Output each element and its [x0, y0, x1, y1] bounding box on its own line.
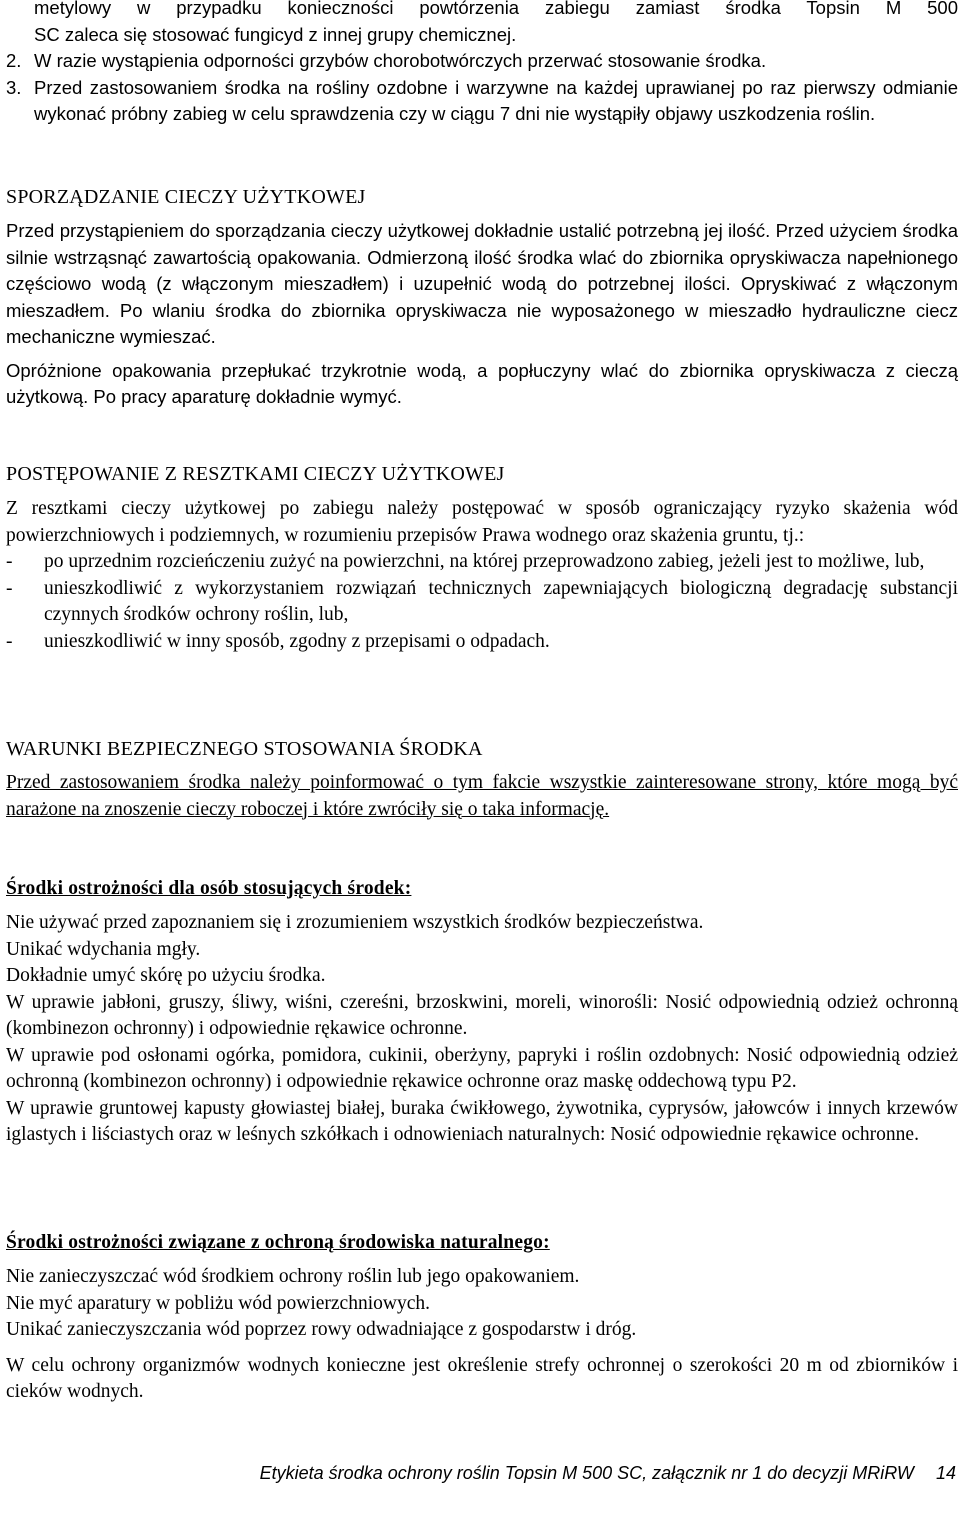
paragraph: Unikać wdychania mgły. — [6, 938, 201, 960]
section-heading: POSTĘPOWANIE Z RESZTKAMI CIECZY UŻYTKOWEJ — [6, 463, 505, 485]
dash-list-item — [6, 549, 958, 576]
continued-line-1: metylowy w przypadku konieczności powtórzenia zabiegu zamiast środka Topsin M 500 — [34, 0, 958, 18]
page-footer — [0, 1463, 960, 1484]
dash-list-item — [6, 576, 958, 629]
paragraph: W uprawie pod osłonami ogórka, pomidora, cukinii, oberżyny, papryki i roślin ozdobnych: Nosić odpowiednią odzież ochronną (kombinezon ochronny) i odpowiednie rękawice ochronne oraz maskę oddechową typu P2. — [6, 1044, 958, 1092]
paragraph: Nie myć aparatury w pobliżu wód powierzchniowych. — [6, 1292, 430, 1314]
section-sporzadzanie — [6, 184, 958, 411]
dash-item-text: unieszkodliwić w inny sposób, zgodny z przepisami o odpadach. — [44, 630, 550, 652]
dash-item-text: po uprzednim rozcieńczeniu zużyć na powierzchni, na której przeprowadzono zabieg, jeżeli jest to możliwe, lub, — [44, 551, 925, 572]
paragraph: Z resztkami cieczy użytkowej po zabiegu należy postępować w sposób ograniczający ryzyko skażenia wód powierzchniowych i podziemnych, w rozumieniu przepisów Prawa wodnego oraz skażenia gruntu, tj.: — [6, 498, 958, 546]
subsection-heading: Środki ostrożności związane z ochroną środowiska naturalnego: — [6, 1232, 550, 1253]
section-osoby — [6, 876, 958, 1149]
dash-item-text: unieszkodliwić z wykorzystaniem rozwiązań technicznych zapewniających biologiczną degradację substancji czynnych środków ochrony roślin, lub, — [44, 577, 958, 625]
list-item — [6, 75, 958, 128]
list-item-number: 3. — [6, 76, 22, 98]
section-resztki — [6, 461, 958, 655]
paragraph: Dokładnie umyć skórę po użyciu środka. — [6, 965, 326, 986]
section-heading: WARUNKI BEZPIECZNEGO STOSOWANIA ŚRODKA — [6, 738, 483, 760]
list-item — [6, 48, 958, 75]
paragraph: W uprawie jabłoni, gruszy, śliwy, wiśni, czereśni, brzoskwini, moreli, winorośli: Nosić odpowiednią odzież ochronną (kombinezon ochronny) i odpowiednie rękawice ochronne. — [6, 991, 958, 1039]
numbered-list — [6, 48, 958, 128]
continued-line-2: SC zaleca się stosować fungicyd z innej grupy chemicznej. — [34, 23, 517, 45]
continued-item — [34, 0, 958, 48]
list-item-text: Przed zastosowaniem środka na rośliny ozdobne i warzywne na każdej uprawianej po raz pierwszy odmianie wykonać próbny zabieg w celu sprawdzenia czy w ciągu 7 dni nie wystąpiły objawy uszkodzenia roślin. — [34, 76, 958, 124]
paragraph: Opróżnione opakowania przepłukać trzykrotnie wodą, a popłuczyny wlać do zbiornika opryskiwacza z cieczą użytkową. Po pracy aparaturę dokładnie wymyć. — [6, 359, 958, 407]
section-heading: SPORZĄDZANIE CIECZY UŻYTKOWEJ — [6, 186, 366, 208]
paragraph: W celu ochrony organizmów wodnych konieczne jest określenie strefy ochronnej o szerokości 20 m od zbiorników i cieków wodnych. — [6, 1354, 958, 1402]
dash-list-item — [6, 629, 958, 656]
dash-marker: - — [6, 551, 13, 572]
footer-text: Etykieta środka ochrony roślin Topsin M 500 SC, załącznik nr 1 do decyzji MRiRW — [259, 1463, 914, 1483]
section-srodowisko — [6, 1230, 958, 1406]
dash-marker: - — [6, 577, 13, 599]
paragraph: Przed przystąpieniem do sporządzania cieczy użytkowej dokładnie ustalić potrzebną jej ilość. Przed użyciem środka silnie wstrząsnąć zawartością opakowania. Odmierzoną ilość środka wlać do zbiornika opryskiwacza napełnionego częściowo wodą (z włączonym mieszadłem) i uzupełnić wodą do potrzebnej ilości. Opryskiwać z włączonym mieszadłem. Po wlaniu środka do zbiornika opryskiwacza nie wyposażonego w mieszadło hydrauliczne ciecz mechaniczne wymieszać. — [6, 220, 958, 347]
subsection-heading: Środki ostrożności dla osób stosujących środek: — [6, 878, 412, 899]
paragraph: Unikać zanieczyszczania wód poprzez rowy odwadniające z gospodarstw i dróg. — [6, 1319, 637, 1340]
dash-marker: - — [6, 630, 13, 652]
list-item-number: 2. — [6, 50, 22, 71]
paragraph: W uprawie gruntowej kapusty głowiastej białej, buraka ćwikłowego, żywotnika, cyprysów, jałowców i innych krzewów iglastych i liściastych oraz w leśnych szkółkach i odnowieniach naturalnych: Nosić odpowiednie rękawice ochronne. — [6, 1097, 958, 1145]
paragraph: Przed zastosowaniem środka należy poinformować o tym fakcie wszystkie zainteresowane strony, które mogą być narażone na znoszenie cieczy roboczej i które zwróciły się o taka informację. — [6, 772, 958, 820]
paragraph: Nie zanieczyszczać wód środkiem ochrony roślin lub jego opakowaniem. — [6, 1266, 580, 1287]
paragraph: Nie używać przed zapoznaniem się i zrozumieniem wszystkich środków bezpieczeństwa. — [6, 912, 704, 933]
section-warunki — [6, 736, 958, 823]
list-item-text: W razie wystąpienia odporności grzybów chorobotwórczych przerwać stosowanie środka. — [34, 50, 767, 71]
page-number: 14 — [935, 1463, 956, 1483]
